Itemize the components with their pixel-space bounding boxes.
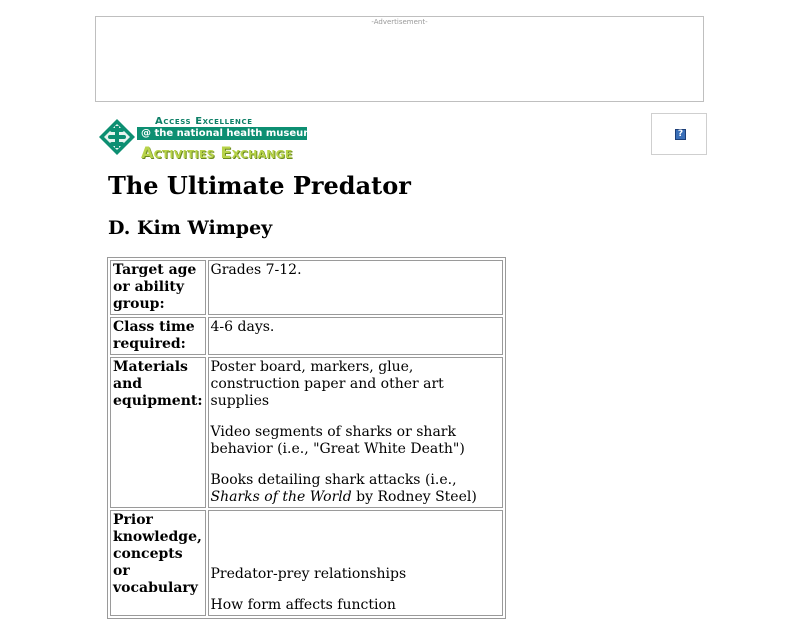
materials-value: [208, 357, 503, 508]
books-suffix: by Rodney Steel): [351, 489, 477, 505]
activity-details-table: [107, 257, 506, 619]
class-time-value: 4-6 days.: [208, 317, 503, 355]
table-row-target: [110, 260, 503, 315]
logo-section: Activities Exchange: [141, 143, 293, 162]
help-icon: ?: [675, 129, 686, 140]
page-author: D. Kim Wimpey: [108, 217, 273, 239]
advertisement-label: -Advertisement-: [371, 18, 428, 26]
table-row-prior-knowledge: [110, 510, 503, 616]
table-row-class-time: [110, 317, 503, 355]
class-time-label: Class time required:: [110, 317, 206, 355]
prior-knowledge-label: Prior knowledge, concepts or vocabulary: [110, 510, 206, 616]
logo-title: Access Excellence: [155, 116, 253, 127]
materials-item-books: [211, 472, 500, 506]
target-value: Grades 7-12.: [208, 260, 503, 315]
advertisement-banner[interactable]: [95, 16, 704, 102]
prior-knowledge-item: How form affects function: [210, 597, 396, 613]
materials-item: Video segments of sharks or shark behavior (i.e., "Great White Death"): [210, 424, 465, 457]
help-button[interactable]: [651, 113, 707, 155]
books-title: Sharks of the World: [210, 489, 352, 505]
page-title: The Ultimate Predator: [108, 171, 411, 200]
prior-knowledge-value: [208, 510, 503, 616]
materials-item: Poster board, markers, glue, construction paper and other art supplies: [210, 359, 444, 409]
books-prefix: Books detailing shark attacks (i.e.,: [210, 472, 457, 488]
logo-emblem-icon: [97, 117, 137, 157]
target-label: Target age or ability group:: [110, 260, 206, 315]
table-row-materials: [110, 357, 503, 508]
materials-label: Materials and equipment:: [110, 357, 206, 508]
prior-knowledge-item: Predator-prey relationships: [210, 566, 407, 582]
logo-subtitle: @ the national health museum: [141, 128, 314, 139]
access-excellence-logo[interactable]: [97, 113, 314, 167]
